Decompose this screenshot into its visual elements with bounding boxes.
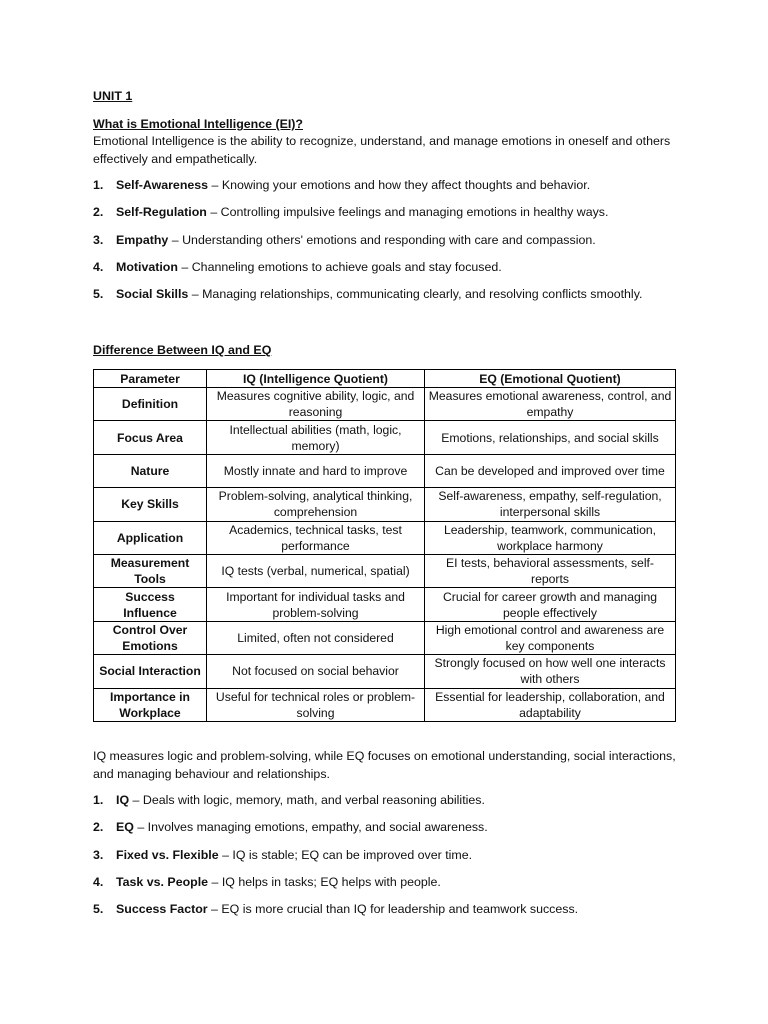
table-row: [94, 521, 676, 554]
ei-heading: What is Emotional Intelligence (EI)?: [93, 117, 303, 131]
table-cell-parameter: Key Skills: [94, 488, 207, 521]
list-item: 1. IQ – Deals with logic, memory, math, and verbal reasoning abilities.: [93, 793, 485, 807]
list-item: 4. Task vs. People – IQ helps in tasks; EQ helps with people.: [93, 874, 441, 889]
table-row: [94, 388, 676, 421]
table-cell-eq: Measures emotional awareness, control, and empathy: [425, 388, 676, 421]
table-row: [94, 488, 676, 521]
table-cell-parameter: Importance in Workplace: [94, 688, 207, 721]
table-row: [94, 688, 676, 721]
table-cell-parameter: Measurement Tools: [94, 554, 207, 587]
list-item: 3. Empathy – Understanding others' emotions and responding with care and compassion.: [93, 232, 596, 247]
table-cell-parameter: Definition: [94, 388, 207, 421]
table-cell-eq: Essential for leadership, collaboration, and adaptability: [425, 688, 676, 721]
header-parameter: Parameter: [94, 370, 207, 388]
table-cell-eq: EI tests, behavioral assessments, self-reports: [425, 554, 676, 587]
table-cell-iq: Mostly innate and hard to improve: [207, 454, 425, 487]
ei-definition: Emotional Intelligence is the ability to recognize, understand, and manage emotions in oneself and others effectively and empathetically.: [93, 134, 671, 166]
table-cell-eq: Self-awareness, empathy, self-regulation, interpersonal skills: [425, 488, 676, 521]
table-cell-iq: IQ tests (verbal, numerical, spatial): [207, 554, 425, 587]
list-item: 1. Self-Awareness – Knowing your emotions and how they affect thoughts and behavior.: [93, 178, 591, 192]
table-cell-eq: Leadership, teamwork, communication, workplace harmony: [425, 521, 676, 554]
list-item: 2. Self-Regulation – Controlling impulsive feelings and managing emotions in healthy ways.: [93, 205, 609, 220]
list-item: 3. Fixed vs. Flexible – IQ is stable; EQ can be improved over time.: [93, 847, 473, 862]
table-cell-parameter: Nature: [94, 454, 207, 487]
table-cell-parameter: Application: [94, 521, 207, 554]
table-cell-iq: Useful for technical roles or problem-solving: [207, 688, 425, 721]
ei-components-list: [93, 177, 678, 313]
header-iq: IQ (Intelligence Quotient): [207, 370, 425, 388]
table-cell-eq: Emotions, relationships, and social skills: [425, 421, 676, 454]
table-row: [94, 421, 676, 454]
table-cell-eq: Can be developed and improved over time: [425, 454, 676, 487]
table-row: [94, 655, 676, 688]
table-cell-eq: Crucial for career growth and managing people effectively: [425, 588, 676, 621]
list-item: 4. Motivation – Channeling emotions to achieve goals and stay focused.: [93, 259, 502, 274]
table-cell-eq: High emotional control and awareness are key components: [425, 621, 676, 654]
table-cell-iq: Measures cognitive ability, logic, and reasoning: [207, 388, 425, 421]
list-item: 2. EQ – Involves managing emotions, empathy, and social awareness.: [93, 820, 488, 835]
table-cell-iq: Academics, technical tasks, test performance: [207, 521, 425, 554]
list-item: 5. Success Factor – EQ is more crucial than IQ for leadership and teamwork success.: [93, 902, 579, 917]
table-cell-iq: Intellectual abilities (math, logic, memory): [207, 421, 425, 454]
table-cell-parameter: Social Interaction: [94, 655, 207, 688]
table-cell-iq: Problem-solving, analytical thinking, comprehension: [207, 488, 425, 521]
table-cell-eq: Strongly focused on how well one interacts with others: [425, 655, 676, 688]
table-cell-iq: Important for individual tasks and problem-solving: [207, 588, 425, 621]
table-cell-iq: Limited, often not considered: [207, 621, 425, 654]
table-cell-parameter: Focus Area: [94, 421, 207, 454]
unit-title: UNIT 1: [93, 89, 133, 103]
table-cell-iq: Not focused on social behavior: [207, 655, 425, 688]
table-row: [94, 588, 676, 621]
iq-eq-summary: IQ measures logic and problem-solving, while EQ focuses on emotional understanding, social interactions, and managing behaviour and relationships.: [93, 749, 676, 781]
table-row: [94, 554, 676, 587]
iq-eq-heading: Difference Between IQ and EQ: [93, 343, 272, 357]
table-cell-parameter: Control Over Emotions: [94, 621, 207, 654]
iq-eq-points-list: [93, 792, 678, 928]
header-eq: EQ (Emotional Quotient): [425, 370, 676, 388]
table-header-row: [94, 370, 676, 388]
iq-eq-comparison-table: [93, 369, 676, 722]
list-item: 5. Social Skills – Managing relationships, communicating clearly, and resolving conflicts smoothly.: [93, 287, 643, 302]
table-row: [94, 454, 676, 487]
table-row: [94, 621, 676, 654]
table-cell-parameter: Success Influence: [94, 588, 207, 621]
